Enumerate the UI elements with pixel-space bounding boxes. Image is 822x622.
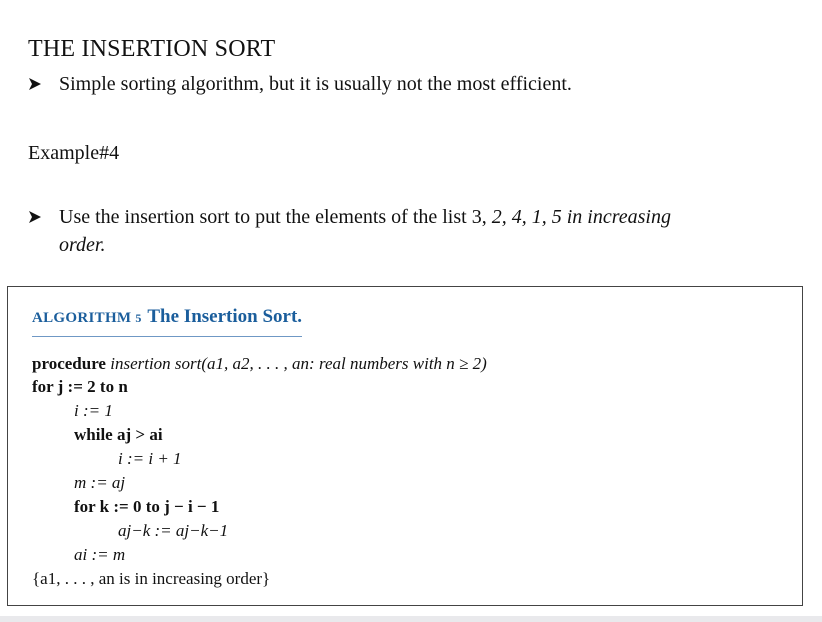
bullet-text-2 bbox=[59, 204, 671, 230]
algorithm-box bbox=[7, 286, 803, 606]
code-line-4: while aj > ai bbox=[74, 425, 163, 444]
example-label: Example#4 bbox=[28, 142, 120, 164]
code-line-6: m := aj bbox=[74, 473, 126, 492]
code-line-7: for k := 0 to j − i − 1 bbox=[74, 497, 220, 516]
code-keyword-procedure: procedure bbox=[32, 354, 106, 373]
algorithm-label: ALGORITHM bbox=[32, 310, 132, 326]
code-line-3: i := 1 bbox=[74, 401, 113, 420]
algorithm-title bbox=[32, 305, 302, 337]
bullet-text-2-prefix: Use the insertion sort to put the elements of the list 3, bbox=[59, 206, 487, 228]
page-title: THE INSERTION SORT bbox=[28, 36, 276, 62]
code-line-8: aj−k := aj−k−1 bbox=[118, 521, 229, 540]
code-line-5: i := i + 1 bbox=[118, 449, 182, 468]
bottom-scroll-strip bbox=[0, 616, 822, 622]
arrow-bullet-icon bbox=[28, 77, 42, 91]
code-line-1 bbox=[32, 353, 487, 375]
algorithm-number: 5 bbox=[135, 311, 142, 325]
bullet-text-2-line2: order. bbox=[59, 234, 106, 256]
code-line-10: {a1, . . . , an is in increasing order} bbox=[32, 569, 271, 588]
code-line-2: for j := 2 to n bbox=[32, 377, 128, 396]
bullet-text-1: Simple sorting algorithm, but it is usually not the most efficient. bbox=[59, 73, 572, 95]
arrow-bullet-icon bbox=[28, 210, 42, 224]
code-procedure-name: insertion sort bbox=[110, 354, 202, 373]
code-line-9: ai := m bbox=[74, 545, 126, 564]
code-procedure-args: (a1, a2, . . . , an: real numbers with n ≥ 2) bbox=[201, 354, 487, 373]
bullet-text-2-italic: 2, 4, 1, 5 in increasing bbox=[491, 206, 671, 228]
algorithm-name: The Insertion Sort. bbox=[147, 306, 303, 327]
